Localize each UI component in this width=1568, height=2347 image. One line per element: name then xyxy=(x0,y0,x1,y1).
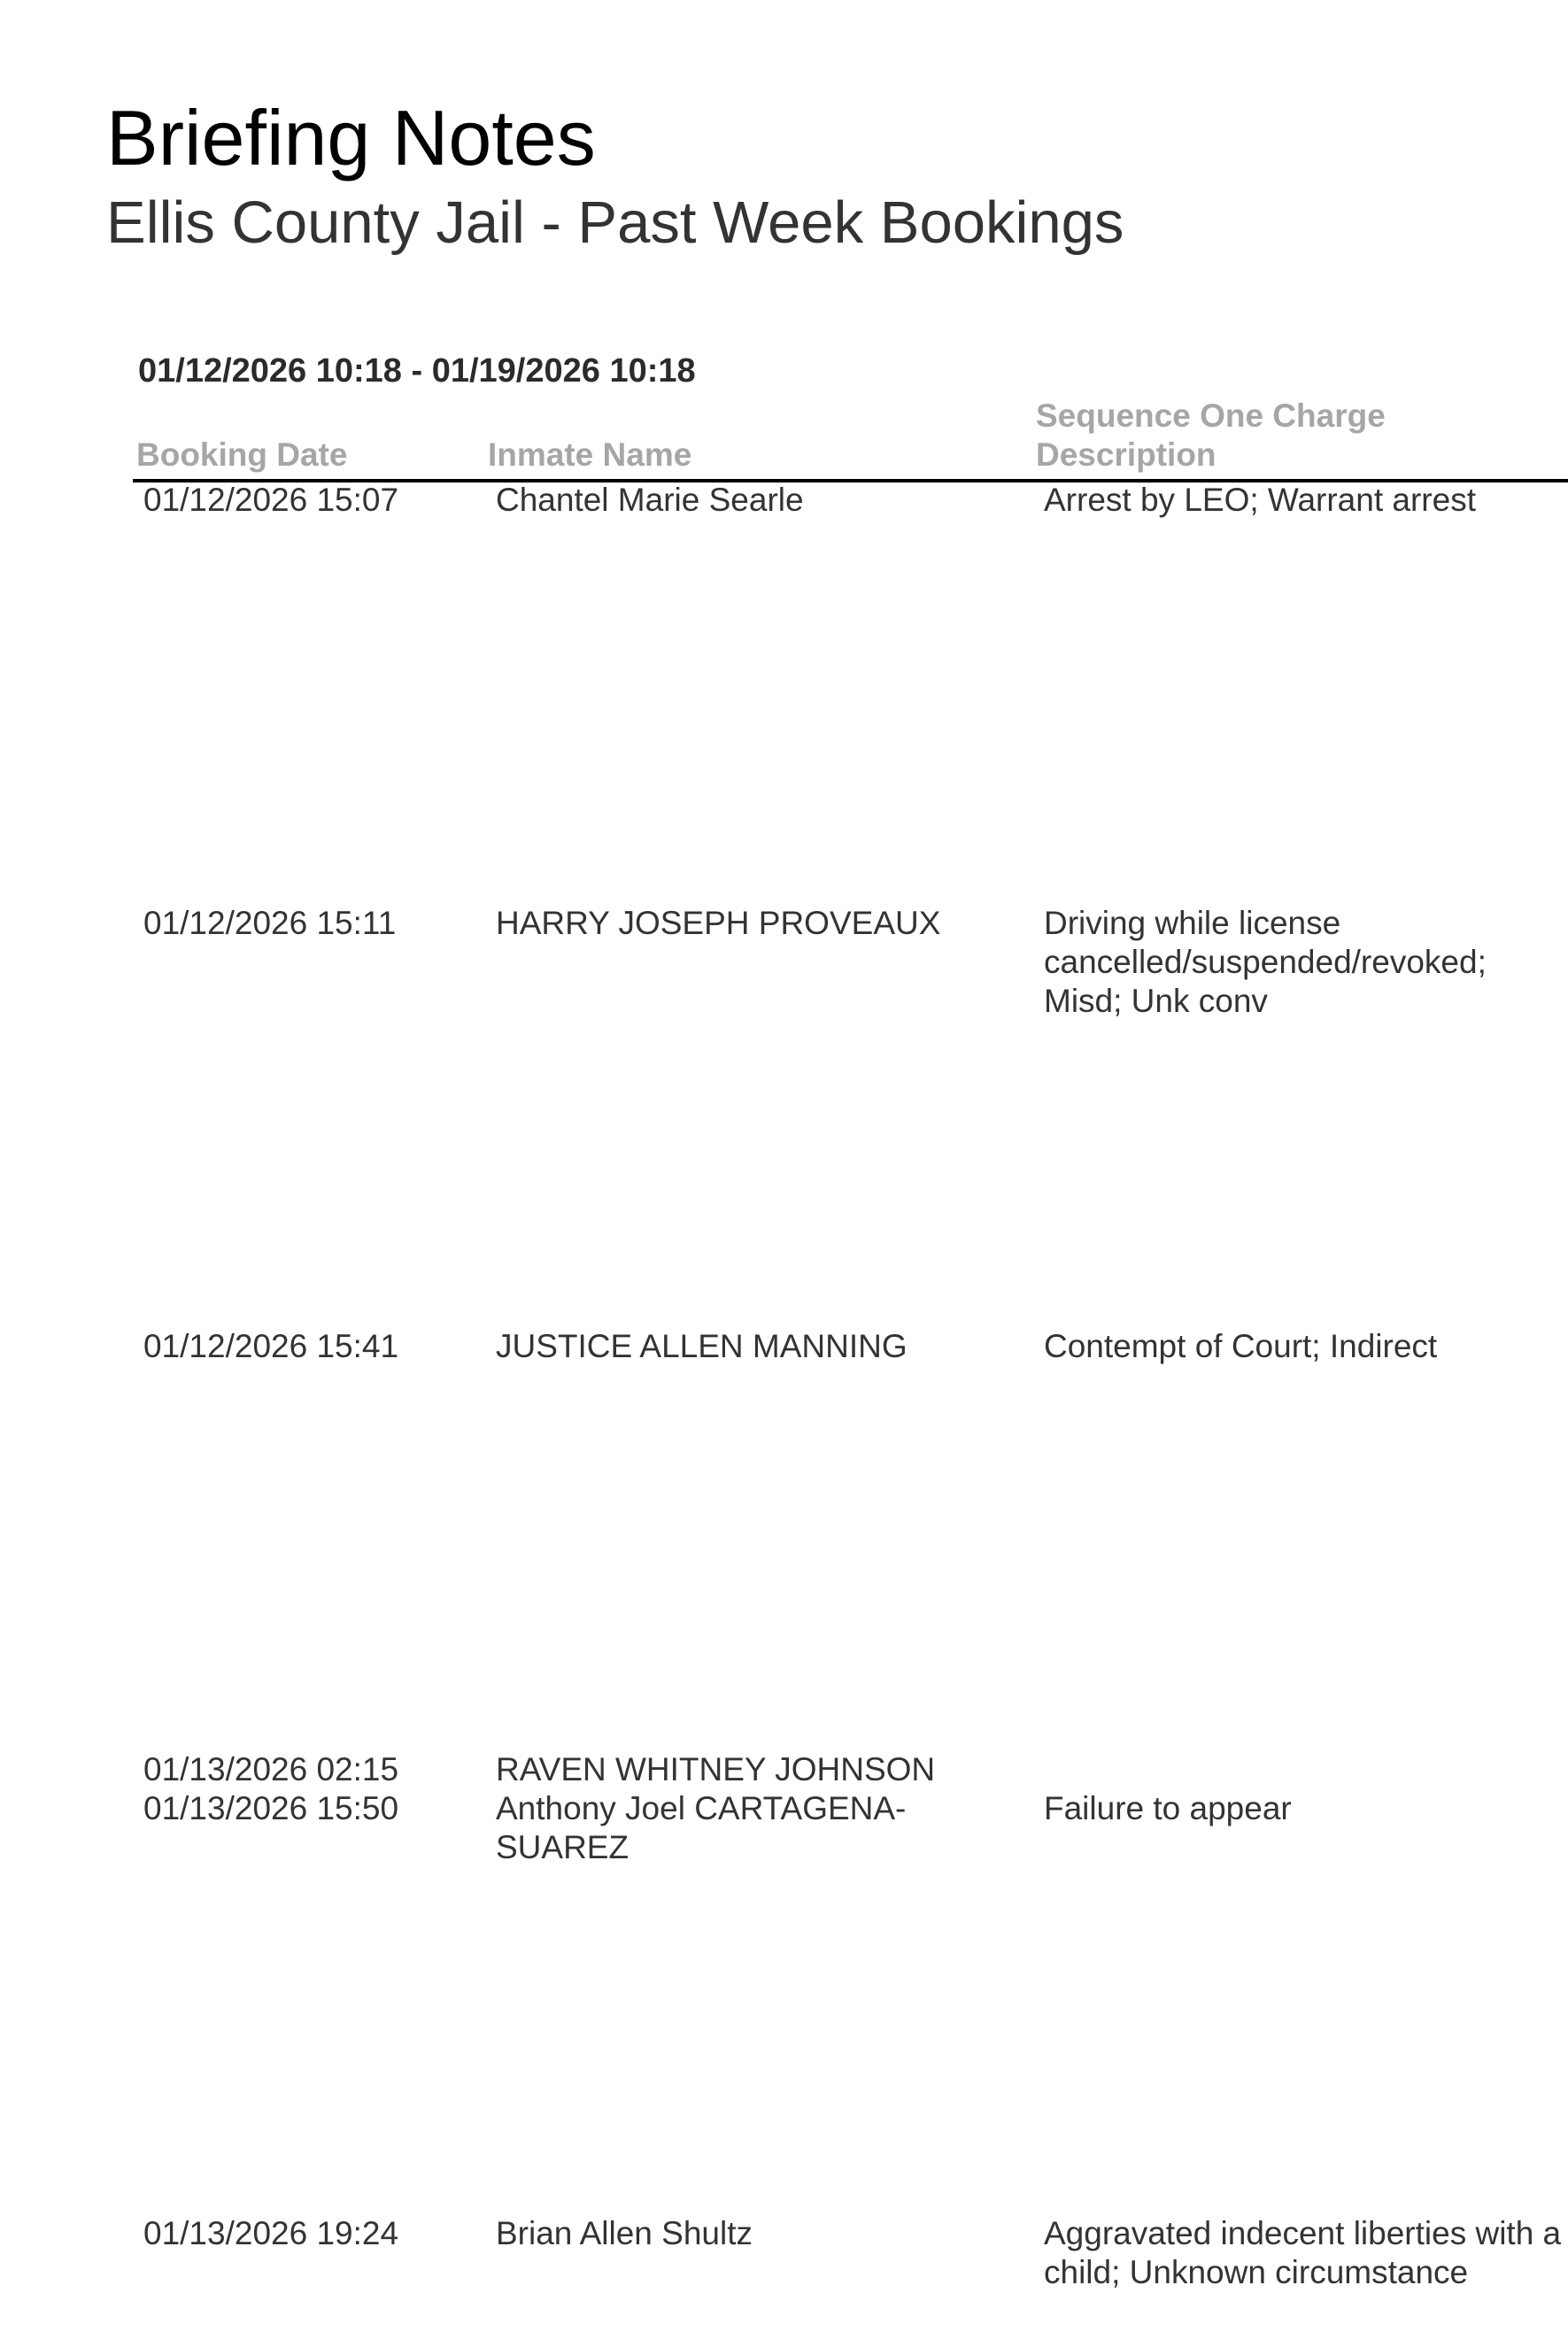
charge-description-line: Failure to appear xyxy=(1044,1790,1292,1826)
booking-date-cell xyxy=(143,1750,398,1828)
booking-date-line: 01/12/2026 15:11 xyxy=(143,905,397,941)
charge-description-line: child; Unknown circumstance xyxy=(1044,2254,1469,2290)
inmate-name-line: HARRY JOSEPH PROVEAUX xyxy=(496,905,941,941)
booking-date-line: 01/12/2026 15:07 xyxy=(143,482,399,518)
inmate-name-cell xyxy=(496,1750,935,1867)
inmate-name-cell xyxy=(496,481,804,520)
inmate-name-line: RAVEN WHITNEY JOHNSON xyxy=(496,1751,936,1787)
charge-description-cell xyxy=(1044,904,1487,1021)
charge-description-cell xyxy=(1044,1327,1437,1366)
document-title: Briefing Notes xyxy=(106,94,596,181)
inmate-name-cell xyxy=(496,904,940,943)
column-header-booking-date: Booking Date xyxy=(136,436,348,473)
charge-description-cell xyxy=(1044,481,1476,520)
booking-date-line: 01/13/2026 19:24 xyxy=(143,2215,399,2251)
booking-date-cell xyxy=(143,2214,398,2253)
charge-description-cell xyxy=(1044,2214,1561,2292)
document-subtitle: Ellis County Jail - Past Week Bookings xyxy=(106,189,1124,256)
column-header-charge-description xyxy=(1036,397,1386,475)
inmate-name-line: SUAREZ xyxy=(496,1829,630,1865)
booking-date-cell xyxy=(143,1327,398,1366)
inmate-name-line: Brian Allen Shultz xyxy=(496,2215,753,2251)
inmate-name-line: Chantel Marie Searle xyxy=(496,482,804,518)
charge-description-line: Aggravated indecent liberties with a xyxy=(1044,2215,1562,2251)
column-header-inmate-name: Inmate Name xyxy=(488,436,692,473)
charge-description-line: Contempt of Court; Indirect xyxy=(1044,1328,1438,1364)
booking-date-line: 01/13/2026 02:15 xyxy=(143,1751,399,1787)
column-header-charge-line: Sequence One Charge xyxy=(1036,398,1386,434)
inmate-name-cell xyxy=(496,2214,753,2253)
charge-description-line: Driving while license xyxy=(1044,905,1341,941)
charge-description-cell xyxy=(1044,1750,1292,1828)
report-date-range: 01/12/2026 10:18 - 01/19/2026 10:18 xyxy=(138,352,696,390)
booking-date-line: 01/12/2026 15:41 xyxy=(143,1328,399,1364)
inmate-name-line: Anthony Joel CARTAGENA- xyxy=(496,1790,907,1826)
inmate-name-cell xyxy=(496,1327,908,1366)
charge-description-line: Arrest by LEO; Warrant arrest xyxy=(1044,482,1476,518)
column-header-charge-line: Description xyxy=(1036,436,1217,473)
charge-description-line: Misd; Unk conv xyxy=(1044,983,1268,1019)
booking-date-cell xyxy=(143,481,398,520)
inmate-name-line: JUSTICE ALLEN MANNING xyxy=(496,1328,908,1364)
booking-date-line: 01/13/2026 15:50 xyxy=(143,1790,399,1826)
charge-description-line: cancelled/suspended/revoked; xyxy=(1044,944,1487,980)
charge-description-line xyxy=(1044,1750,1292,1789)
booking-date-cell xyxy=(143,904,396,943)
